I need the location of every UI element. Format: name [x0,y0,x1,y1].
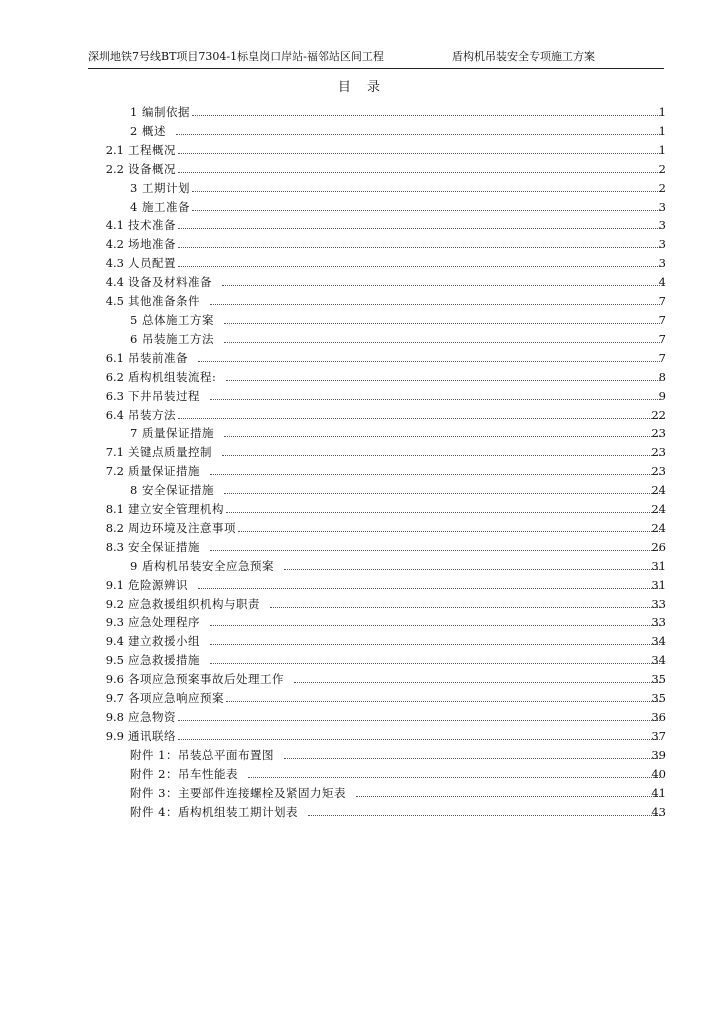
toc-entry-leader [128,728,664,744]
toc-entry-page-number: 1 [658,142,666,157]
toc-entry-leader [128,293,664,309]
toc-dot-leader [356,785,660,797]
toc-entry-label: 8 安全保证措施 [130,483,214,498]
toc-entry-leader [128,217,664,233]
toc-entry[interactable] [0,406,724,425]
toc-entry-label: 应急救援措施 [128,653,200,668]
toc-entry-page-number: 7 [658,312,666,327]
toc-dot-leader [178,236,660,248]
toc-entry-number: 7.1 [105,445,124,460]
toc-entry-label: 3 工期计划 [130,180,190,195]
toc-entry[interactable] [0,519,724,538]
toc-dot-leader [284,747,660,759]
toc-entry-number: 8.3 [105,539,124,554]
toc-entry-label: 下井吊装过程 [128,388,200,403]
toc-entry-label: 各项应急响应预案 [128,691,224,706]
toc-entry[interactable] [0,576,724,595]
toc-entry-number: 9.6 [105,672,124,687]
toc-dot-leader [198,577,660,589]
toc-entry-number: 4.2 [105,237,124,252]
toc-attachment-entry[interactable] [0,765,724,784]
toc-entry-page-number: 7 [658,294,666,309]
toc-dot-leader [210,614,660,626]
toc-attachment-entry[interactable] [0,746,724,765]
toc-entry[interactable] [0,727,724,746]
toc-entry-leader [128,255,664,271]
toc-entry-number: 2.1 [105,142,124,157]
toc-entry[interactable] [0,613,724,632]
toc-entry-page-number: 3 [658,237,666,252]
toc-entry-page-number: 1 [658,105,666,119]
toc-entry-page-number: 37 [651,728,666,743]
toc-entry-number: 4.1 [105,218,124,233]
toc-dot-leader [222,274,660,286]
toc-entry-label: 关键点质量控制 [128,445,212,460]
toc-entry-leader [128,652,664,668]
toc-dot-leader [178,407,660,419]
toc-entry-leader [130,312,664,328]
toc-entry-label: 吊装前准备 [128,350,188,365]
toc-dot-leader [178,142,660,154]
toc-entry-leader [130,123,664,139]
toc-entry-leader [128,577,664,593]
toc-dot-leader [284,558,660,570]
toc-dot-leader [222,444,660,456]
toc-entry-label: 人员配置 [128,256,176,271]
toc-entry-leader [130,785,664,801]
toc-entry[interactable] [0,557,724,576]
toc-entry-page-number: 31 [651,558,666,573]
toc-entry-number: 9.5 [105,653,124,668]
toc-dot-leader [224,312,660,324]
page-header [88,48,664,69]
toc-entry-page-number: 22 [651,407,666,422]
toc-dot-leader [226,501,660,513]
toc-dot-leader [226,369,660,381]
toc-entry-leader [128,463,664,479]
toc-entry-leader [130,747,664,763]
toc-entry[interactable] [0,424,724,443]
toc-entry-leader [128,539,664,555]
toc-entry-leader [128,350,664,366]
toc-dot-leader [210,633,660,645]
toc-entry-page-number: 35 [651,672,666,687]
toc-entry-label: 吊装方法 [128,407,176,422]
toc-entry-number: 8.2 [105,520,124,535]
toc-entry[interactable] [0,311,724,330]
toc-entry-number: 4.3 [105,256,124,271]
toc-entry-label: 1 编制依据 [130,105,190,119]
toc-entry-label: 建立安全管理机构 [128,502,224,517]
toc-entry-label: 危险源辨识 [128,577,188,592]
toc-entry-number: 2.2 [105,161,124,176]
toc-entry-page-number: 24 [651,520,666,535]
toc-entry-page-number: 23 [651,426,666,441]
toc-entry-leader [128,388,664,404]
toc-dot-leader [192,104,660,116]
toc-entry-label: 附件 2：吊车性能表 [130,766,238,781]
toc-entry-label: 工程概况 [128,142,176,157]
toc-entry[interactable] [0,160,724,179]
toc-dot-leader [224,425,660,437]
toc-dot-leader [238,520,660,532]
toc-title: 目 录 [337,80,387,95]
toc-entry[interactable] [0,254,724,273]
toc-entry-page-number: 3 [658,256,666,271]
toc-dot-leader [294,671,660,683]
toc-entry-label: 9 盾构机吊装安全应急预案 [130,558,274,573]
toc-entry-page-number: 26 [651,539,666,554]
toc-dot-leader [210,539,660,551]
toc-entry-label: 建立救援小组 [128,634,200,649]
toc-entry-number: 9.3 [105,615,124,630]
toc-entry-page-number: 3 [658,218,666,233]
toc-entry-leader [130,331,664,347]
toc-entry[interactable] [0,122,724,141]
toc-entry-page-number: 23 [651,464,666,479]
toc-dot-leader [198,350,660,362]
toc-entry-label: 附件 4：盾构机组装工期计划表 [130,804,298,819]
toc-entry[interactable] [0,141,724,160]
toc-entry-page-number: 36 [651,710,666,724]
toc-entry-leader [128,520,664,536]
toc-entry[interactable] [0,103,724,122]
toc-entry[interactable] [0,538,724,557]
toc-dot-leader [210,463,660,475]
toc-entry-number: 7.2 [105,464,124,479]
toc-dot-leader [210,652,660,664]
toc-entry-number: 9.2 [105,596,124,611]
toc-entry-page-number: 41 [651,785,666,800]
toc-entry-leader [128,407,664,423]
toc-entry-label: 技术准备 [128,218,176,233]
toc-entry[interactable] [0,632,724,651]
toc-dot-leader [178,728,660,740]
toc-entry-page-number: 2 [658,180,666,195]
toc-entry-label: 周边环境及注意事项 [128,520,236,535]
toc-dot-leader [178,217,660,229]
toc-entry-label: 安全保证措施 [128,539,200,554]
toc-entry-page-number: 39 [651,747,666,762]
toc-entry-leader [130,180,664,196]
toc-entry-page-number: 7 [658,350,666,365]
toc-entry-leader [128,633,664,649]
toc-entry-leader [130,104,664,120]
toc-entry-page-number: 1 [658,123,666,138]
toc-entry-page-number: 33 [651,615,666,630]
toc-entry-page-number: 40 [651,766,666,781]
toc-entry-number: 9.7 [105,691,124,706]
toc-entry-leader [130,766,664,782]
toc-entry-leader [130,804,664,820]
toc-entry-number: 4.4 [105,275,124,290]
toc-entry-number: 9.1 [105,577,124,592]
toc-entry-leader [130,558,664,574]
toc-entry-leader [128,369,664,385]
toc-dot-leader [308,804,660,816]
toc-entry[interactable] [0,179,724,198]
toc-entry-page-number: 24 [651,502,666,517]
toc-dot-leader [270,596,660,608]
toc-entry[interactable] [0,651,724,670]
toc-dot-leader [192,180,660,192]
header-project-title: 深圳地铁7号线BT项目7304-1标皇岗口岸站-福邻站区间工程 [88,50,384,63]
toc-entry-label: 附件 3：主要部件连接螺栓及紧固力矩表 [130,785,346,800]
toc-entry-label: 质量保证措施 [128,464,200,479]
toc-entry[interactable] [0,330,724,349]
toc-dot-leader [178,161,660,173]
toc-entry[interactable] [0,443,724,462]
toc-entry-label: 通讯联络 [128,728,176,743]
toc-entry-page-number: 23 [651,445,666,460]
toc-entry[interactable] [0,595,724,614]
toc-entry[interactable] [0,273,724,292]
toc-entry-label: 场地准备 [128,237,176,252]
toc-attachment-entry[interactable] [0,803,724,822]
toc-entry-page-number: 9 [658,388,666,403]
toc-entry-label: 应急救援组织机构与职责 [128,596,260,611]
toc-entry[interactable] [0,292,724,311]
toc-entry[interactable] [0,500,724,519]
toc-entry-page-number: 2 [658,161,666,176]
toc-entry-leader [128,501,664,517]
toc-entry-leader [130,199,664,215]
toc-entry-label: 设备概况 [128,161,176,176]
toc-entry-leader [128,274,664,290]
toc-entry-leader [128,614,664,630]
toc-entry-page-number: 35 [651,691,666,706]
toc-entry-number: 4.5 [105,294,124,309]
table-of-contents [0,103,724,821]
toc-dot-leader [226,690,660,702]
toc-entry[interactable] [0,387,724,406]
toc-entry-leader [128,709,664,725]
toc-entry-leader [130,482,664,498]
toc-entry-page-number: 3 [658,199,666,214]
toc-entry-number: 8.1 [105,502,124,517]
toc-entry-number: 6.4 [105,407,124,422]
toc-entry-number: 9.9 [105,728,124,743]
toc-entry-page-number: 43 [651,804,666,819]
toc-entry[interactable] [0,216,724,235]
toc-entry-leader [128,444,664,460]
toc-entry[interactable] [0,198,724,217]
toc-entry[interactable] [0,708,724,727]
toc-dot-leader [210,388,660,400]
toc-entry-label: 附件 1：吊装总平面布置图 [130,747,274,762]
toc-entry-page-number: 31 [651,577,666,592]
toc-entry-number: 9.4 [105,634,124,649]
toc-entry-number: 6.2 [105,369,124,384]
toc-entry[interactable] [0,235,724,254]
toc-entry-page-number: 4 [658,275,666,290]
toc-entry-label: 盾构机组装流程: [128,369,217,384]
toc-entry[interactable] [0,349,724,368]
toc-entry-label: 其他准备条件 [128,294,200,309]
toc-entry[interactable] [0,462,724,481]
toc-entry-number: 6.3 [105,388,124,403]
toc-attachment-entry[interactable] [0,784,724,803]
toc-entry-page-number: 7 [658,331,666,346]
toc-dot-leader [248,766,660,778]
toc-entry-label: 5 总体施工方案 [130,312,214,327]
toc-entry[interactable] [0,481,724,500]
toc-entry-page-number: 8 [658,369,666,384]
toc-dot-leader [192,199,660,211]
toc-entry-leader [128,671,664,687]
toc-entry[interactable] [0,368,724,387]
toc-dot-leader [224,331,660,343]
toc-entry-number: 6.1 [105,350,124,365]
toc-entry-leader [128,161,664,177]
toc-entry-leader [128,236,664,252]
toc-dot-leader [224,482,660,494]
toc-entry-page-number: 33 [651,596,666,611]
header-document-title: 盾构机吊装安全专项施工方案 [452,50,595,63]
toc-entry-page-number: 34 [651,653,666,668]
toc-entry[interactable] [0,689,724,708]
toc-entry-label: 4 施工准备 [130,199,190,214]
toc-entry-leader [128,142,664,158]
toc-entry-page-number: 24 [651,483,666,498]
toc-entry-label: 应急处理程序 [128,615,200,630]
toc-entry[interactable] [0,670,724,689]
toc-dot-leader [178,255,660,267]
toc-dot-leader [178,709,660,721]
toc-entry-leader [128,690,664,706]
toc-entry-leader [128,596,664,612]
toc-entry-number: 9.8 [105,710,124,724]
toc-entry-label: 应急物资 [128,710,176,724]
toc-entry-label: 2 概述 [130,123,166,138]
toc-entry-label: 设备及材料准备 [128,275,212,290]
toc-entry-label: 各项应急预案事故后处理工作 [128,672,284,687]
toc-entry-label: 7 质量保证措施 [130,426,214,441]
toc-entry-label: 6 吊装施工方法 [130,331,214,346]
toc-dot-leader [210,293,660,305]
toc-dot-leader [176,123,660,135]
toc-entry-leader [130,425,664,441]
toc-entry-page-number: 34 [651,634,666,649]
